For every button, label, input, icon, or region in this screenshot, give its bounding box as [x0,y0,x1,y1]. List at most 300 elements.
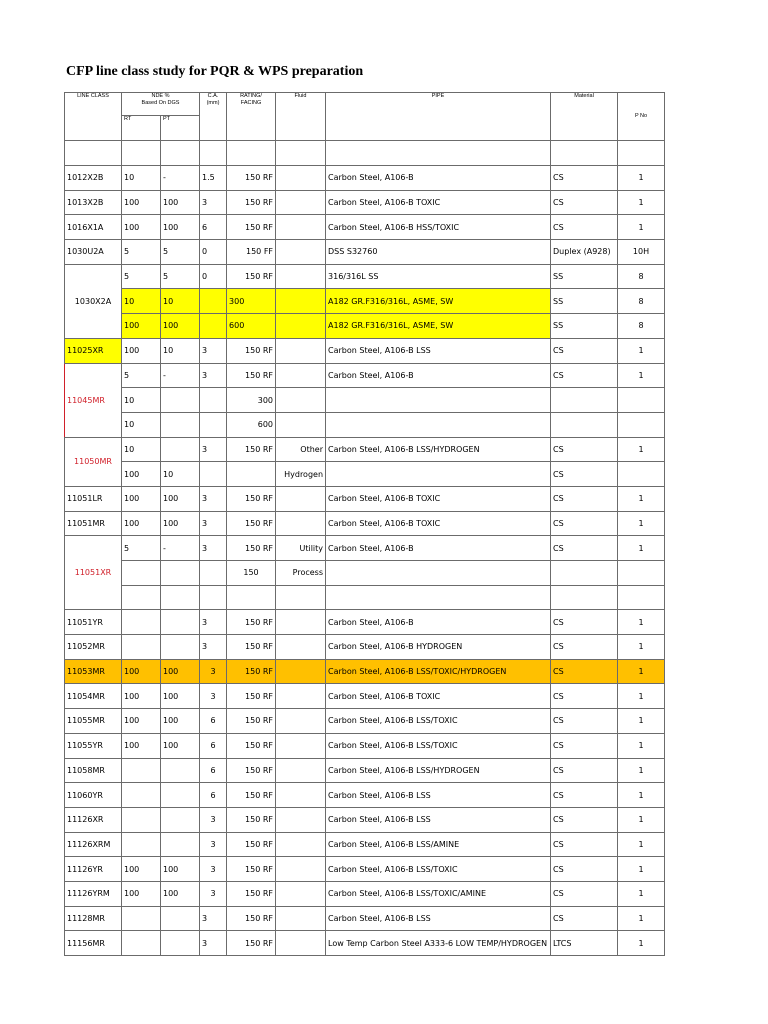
cell-pipe: Carbon Steel, A106-B [326,166,551,191]
cell-material: CS [551,659,618,684]
table-row [65,412,665,437]
cell-line-class: 11126XR [65,807,122,832]
cell-pno: 1 [618,437,665,462]
cell-pt: - [161,166,200,191]
cell-pt: 100 [161,857,200,882]
cell-pno: 1 [618,758,665,783]
cell-pt [161,832,200,857]
cell-rt: 10 [122,437,161,462]
cell-material [551,561,618,586]
cell-pt: 5 [161,240,200,265]
header-material: Material [551,93,618,141]
cell-pno: 1 [618,807,665,832]
cell-material: CS [551,635,618,660]
cell-pt: 10 [161,289,200,314]
cell-material: CS [551,857,618,882]
table-row [65,437,665,462]
cell-rating: 150 RF [227,832,276,857]
cell-line-class: 11058MR [65,758,122,783]
cell-line-class: 11052MR [65,635,122,660]
cell-rt [122,832,161,857]
cell-fluid [276,363,326,388]
header-rating-line2: FACING [240,99,262,106]
cell-fluid [276,758,326,783]
cell-ca: 6 [200,709,227,734]
cell-ca: 6 [200,215,227,240]
cell-rt: 100 [122,462,161,487]
cell-ca: 3 [200,906,227,931]
cell-rt [122,758,161,783]
header-pt: PT [161,116,200,141]
cell-pipe: Carbon Steel, A106-B HYDROGEN [326,635,551,660]
cell-fluid: Hydrogen [276,462,326,487]
cell-pipe: Carbon Steel, A106-B LSS/HYDROGEN [326,758,551,783]
cell-rt: 100 [122,338,161,363]
cell-line-class: 11051YR [65,610,122,635]
table-row [65,462,665,487]
cell-ca: 0 [200,264,227,289]
cell-material: CS [551,338,618,363]
cell-pno: 1 [618,783,665,808]
cell-fluid: Other [276,437,326,462]
cell-pno [618,585,665,610]
cell-ca [200,462,227,487]
table-row [65,931,665,956]
cell-fluid [276,733,326,758]
cell-material: CS [551,536,618,561]
cell-pt: 100 [161,709,200,734]
cell-ca: 3 [200,536,227,561]
cell-fluid [276,289,326,314]
header-nde [122,93,200,116]
cell-material: CS [551,166,618,191]
cell-rating: 150 RF [227,166,276,191]
cell-pno: 1 [618,906,665,931]
cell-rt [122,931,161,956]
cell-pno: 8 [618,264,665,289]
cell-pno: 1 [618,363,665,388]
cell-ca: 3 [200,338,227,363]
cell-material [551,412,618,437]
cell-line-class: 11126YR [65,857,122,882]
cell-line-class: 11060YR [65,783,122,808]
cell-pno: 1 [618,511,665,536]
cell-rating: 150 RF [227,363,276,388]
spacer-cell [326,141,551,166]
cell-material: SS [551,264,618,289]
header-nde-line1: NDE % [151,93,170,99]
table-row [65,536,665,561]
cell-line-class: 11051LR [65,486,122,511]
table-row [65,709,665,734]
spacer-cell [551,141,618,166]
cell-pt: 10 [161,338,200,363]
cell-rt: 100 [122,486,161,511]
cell-material: CS [551,733,618,758]
cell-rating: 150 RF [227,190,276,215]
cell-rating: 150 RF [227,437,276,462]
cell-ca: 6 [200,783,227,808]
cell-pno: 1 [618,610,665,635]
cell-line-class: 11053MR [65,659,122,684]
cell-rating: 150 RF [227,783,276,808]
cell-pno: 1 [618,536,665,561]
cell-pipe: Carbon Steel, A106-B LSS [326,783,551,808]
cell-line-class: 11126XRM [65,832,122,857]
header-rt: RT [122,116,161,141]
cell-pno: 1 [618,215,665,240]
cell-rating: 150 RF [227,881,276,906]
table-row [65,511,665,536]
cell-fluid [276,832,326,857]
cell-fluid: Process [276,561,326,586]
cell-pipe: DSS S32760 [326,240,551,265]
cell-rating: 150 RF [227,486,276,511]
cell-rt: 10 [122,289,161,314]
cell-pno: 10H [618,240,665,265]
cell-ca: 3 [200,635,227,660]
cell-pt: 100 [161,881,200,906]
table-row [65,264,665,289]
spacer-cell [65,141,122,166]
cell-ca: 3 [200,807,227,832]
cell-pt [161,610,200,635]
cell-rt: 100 [122,881,161,906]
cell-fluid [276,783,326,808]
cell-line-class: 11045MR [65,363,122,437]
cell-fluid [276,610,326,635]
cell-rating: 150 RF [227,931,276,956]
cell-rt: 100 [122,659,161,684]
cell-pipe: Carbon Steel, A106-B LSS/TOXIC [326,733,551,758]
cell-rt: 100 [122,684,161,709]
cell-fluid [276,931,326,956]
cell-pipe: Carbon Steel, A106-B LSS/AMINE [326,832,551,857]
cell-ca: 3 [200,684,227,709]
cell-line-class: 11051XR [65,536,122,610]
cell-pipe: Carbon Steel, A106-B TOXIC [326,684,551,709]
cell-pipe: Carbon Steel, A106-B TOXIC [326,190,551,215]
cell-ca [200,314,227,339]
cell-material: CS [551,758,618,783]
table-row [65,857,665,882]
cell-line-class: 11055YR [65,733,122,758]
cell-pipe: 316/316L SS [326,264,551,289]
cell-pipe: Carbon Steel, A106-B HSS/TOXIC [326,215,551,240]
cell-fluid [276,857,326,882]
cell-pt [161,635,200,660]
cell-material: CS [551,610,618,635]
cell-material: CS [551,709,618,734]
table-row [65,486,665,511]
cell-rt: 5 [122,536,161,561]
table-row [65,166,665,191]
cell-rating: 150 RF [227,906,276,931]
cell-rt [122,585,161,610]
sheet-title: CFP line class study for PQR & WPS preparation [66,64,364,79]
spacer-cell [200,141,227,166]
spacer-cell [122,141,161,166]
cell-material: CS [551,807,618,832]
table-row [65,585,665,610]
line-class-table [64,92,665,956]
cell-pno [618,388,665,413]
cell-pipe: Carbon Steel, A106-B [326,536,551,561]
cell-rt: 100 [122,190,161,215]
table-row [65,289,665,314]
cell-material: CS [551,783,618,808]
cell-rating: 150 RF [227,659,276,684]
cell-material: CS [551,437,618,462]
cell-material: CS [551,363,618,388]
cell-rating: 150 [227,561,276,586]
cell-material: CS [551,881,618,906]
cell-pipe [326,388,551,413]
table-row [65,906,665,931]
cell-fluid [276,881,326,906]
spacer-cell [161,141,200,166]
cell-pt: 100 [161,314,200,339]
cell-pipe: Carbon Steel, A106-B LSS/TOXIC/HYDROGEN [326,659,551,684]
cell-rating: 150 RF [227,536,276,561]
cell-ca [200,585,227,610]
cell-rating: 150 RF [227,807,276,832]
header-ca-line2: (mm) [206,99,220,106]
cell-pt [161,561,200,586]
table-row [65,190,665,215]
header-rating-line1: RATING/ [240,93,262,99]
cell-rt: 100 [122,314,161,339]
cell-pno: 1 [618,733,665,758]
cell-pipe: Carbon Steel, A106-B LSS/TOXIC [326,709,551,734]
cell-ca: 3 [200,363,227,388]
cell-rating: 150 RF [227,857,276,882]
cell-material: CS [551,832,618,857]
cell-rt: 100 [122,511,161,536]
cell-rating: 150 RF [227,635,276,660]
cell-material: SS [551,314,618,339]
cell-pno [618,412,665,437]
cell-pipe: Carbon Steel, A106-B LSS [326,338,551,363]
cell-ca [200,561,227,586]
cell-line-class: 11051MR [65,511,122,536]
cell-pt: - [161,536,200,561]
cell-fluid [276,388,326,413]
cell-pt: 10 [161,462,200,487]
cell-pipe [326,585,551,610]
cell-material: SS [551,289,618,314]
cell-pt: 5 [161,264,200,289]
table-row [65,338,665,363]
cell-pno [618,561,665,586]
cell-ca: 3 [200,511,227,536]
cell-rating [227,585,276,610]
cell-pt: 100 [161,511,200,536]
cell-ca: 6 [200,733,227,758]
cell-rt [122,561,161,586]
header-row [65,93,665,116]
cell-pipe: A182 GR.F316/316L, ASME, SW [326,289,551,314]
cell-material: CS [551,684,618,709]
cell-rt: 100 [122,709,161,734]
cell-fluid [276,635,326,660]
header-line-class: LINE CLASS [65,93,122,141]
cell-rating: 150 RF [227,264,276,289]
cell-fluid [276,511,326,536]
cell-pt [161,931,200,956]
cell-pno: 1 [618,857,665,882]
cell-fluid [276,166,326,191]
spacer-cell [276,141,326,166]
cell-rating: 150 RF [227,511,276,536]
cell-fluid [276,585,326,610]
cell-pt [161,758,200,783]
cell-ca: 3 [200,486,227,511]
table-row [65,881,665,906]
cell-rt [122,807,161,832]
cell-fluid [276,264,326,289]
cell-fluid [276,659,326,684]
cell-pt [161,783,200,808]
cell-pno: 1 [618,635,665,660]
cell-fluid [276,215,326,240]
cell-rating: 150 RF [227,709,276,734]
cell-pipe: Low Temp Carbon Steel A333-6 LOW TEMP/HYDROGEN [326,931,551,956]
cell-material: CS [551,511,618,536]
cell-rating: 150 RF [227,733,276,758]
cell-material: CS [551,906,618,931]
cell-pipe: Carbon Steel, A106-B LSS [326,807,551,832]
cell-line-class: 11156MR [65,931,122,956]
cell-ca: 3 [200,931,227,956]
table-row [65,783,665,808]
cell-pipe [326,462,551,487]
cell-rt: 10 [122,166,161,191]
cell-line-class: 11126YRM [65,881,122,906]
cell-pt: 100 [161,733,200,758]
cell-rt: 100 [122,733,161,758]
cell-rating: 150 FF [227,240,276,265]
cell-fluid [276,412,326,437]
cell-pno [618,462,665,487]
cell-rt: 10 [122,388,161,413]
cell-pt: 100 [161,215,200,240]
cell-pipe: Carbon Steel, A106-B [326,363,551,388]
cell-rating: 600 [227,412,276,437]
cell-pt: 100 [161,486,200,511]
cell-pno: 1 [618,338,665,363]
cell-pipe: Carbon Steel, A106-B LSS/TOXIC/AMINE [326,881,551,906]
table-row [65,314,665,339]
cell-pno: 8 [618,289,665,314]
header-rating [227,93,276,141]
cell-material: CS [551,486,618,511]
cell-line-class: 1012X2B [65,166,122,191]
cell-material: CS [551,190,618,215]
cell-rt [122,610,161,635]
table-row [65,635,665,660]
cell-fluid [276,240,326,265]
cell-fluid [276,807,326,832]
cell-pno: 1 [618,881,665,906]
cell-rating: 150 RF [227,610,276,635]
cell-line-class: 11055MR [65,709,122,734]
cell-line-class: 11050MR [65,437,122,486]
cell-rt: 5 [122,264,161,289]
cell-pno: 1 [618,684,665,709]
header-fluid: Fluid [276,93,326,141]
cell-ca: 3 [200,190,227,215]
cell-ca: 1.5 [200,166,227,191]
cell-fluid [276,486,326,511]
table-row [65,561,665,586]
cell-pipe: Carbon Steel, A106-B LSS/TOXIC [326,857,551,882]
cell-pno: 1 [618,659,665,684]
cell-fluid [276,338,326,363]
cell-pt [161,388,200,413]
cell-rt: 100 [122,857,161,882]
cell-fluid: Utility [276,536,326,561]
cell-line-class: 11054MR [65,684,122,709]
cell-pno: 8 [618,314,665,339]
cell-rating: 150 RF [227,338,276,363]
cell-rt [122,635,161,660]
cell-pno: 1 [618,166,665,191]
cell-pt [161,807,200,832]
cell-pt: 100 [161,190,200,215]
cell-pt: - [161,363,200,388]
cell-fluid [276,684,326,709]
cell-pno: 1 [618,832,665,857]
cell-pipe: Carbon Steel, A106-B [326,610,551,635]
cell-rt [122,783,161,808]
cell-fluid [276,709,326,734]
cell-rt: 5 [122,240,161,265]
cell-line-class: 1030U2A [65,240,122,265]
cell-fluid [276,314,326,339]
cell-material: Duplex (A928) [551,240,618,265]
table-row-highlighted [65,659,665,684]
cell-ca: 0 [200,240,227,265]
header-ca-line1: C.A. [207,93,219,99]
cell-pno: 1 [618,931,665,956]
cell-rt: 10 [122,412,161,437]
cell-rating: 150 RF [227,215,276,240]
table-row [65,363,665,388]
cell-pipe: Carbon Steel, A106-B TOXIC [326,486,551,511]
cell-material: CS [551,462,618,487]
cell-rt: 5 [122,363,161,388]
cell-ca [200,289,227,314]
cell-fluid [276,190,326,215]
cell-rating: 150 RF [227,684,276,709]
cell-rating: 150 RF [227,758,276,783]
cell-pipe [326,561,551,586]
cell-pt [161,585,200,610]
cell-material: CS [551,215,618,240]
header-pipe: PIPE [326,93,551,141]
cell-line-class: 1030X2A [65,264,122,338]
header-pno: P No [618,93,665,141]
cell-ca: 3 [200,659,227,684]
cell-material [551,585,618,610]
cell-fluid [276,906,326,931]
cell-rating: 300 [227,388,276,413]
cell-pno: 1 [618,486,665,511]
cell-pt: 100 [161,684,200,709]
cell-ca: 3 [200,832,227,857]
table-row [65,240,665,265]
